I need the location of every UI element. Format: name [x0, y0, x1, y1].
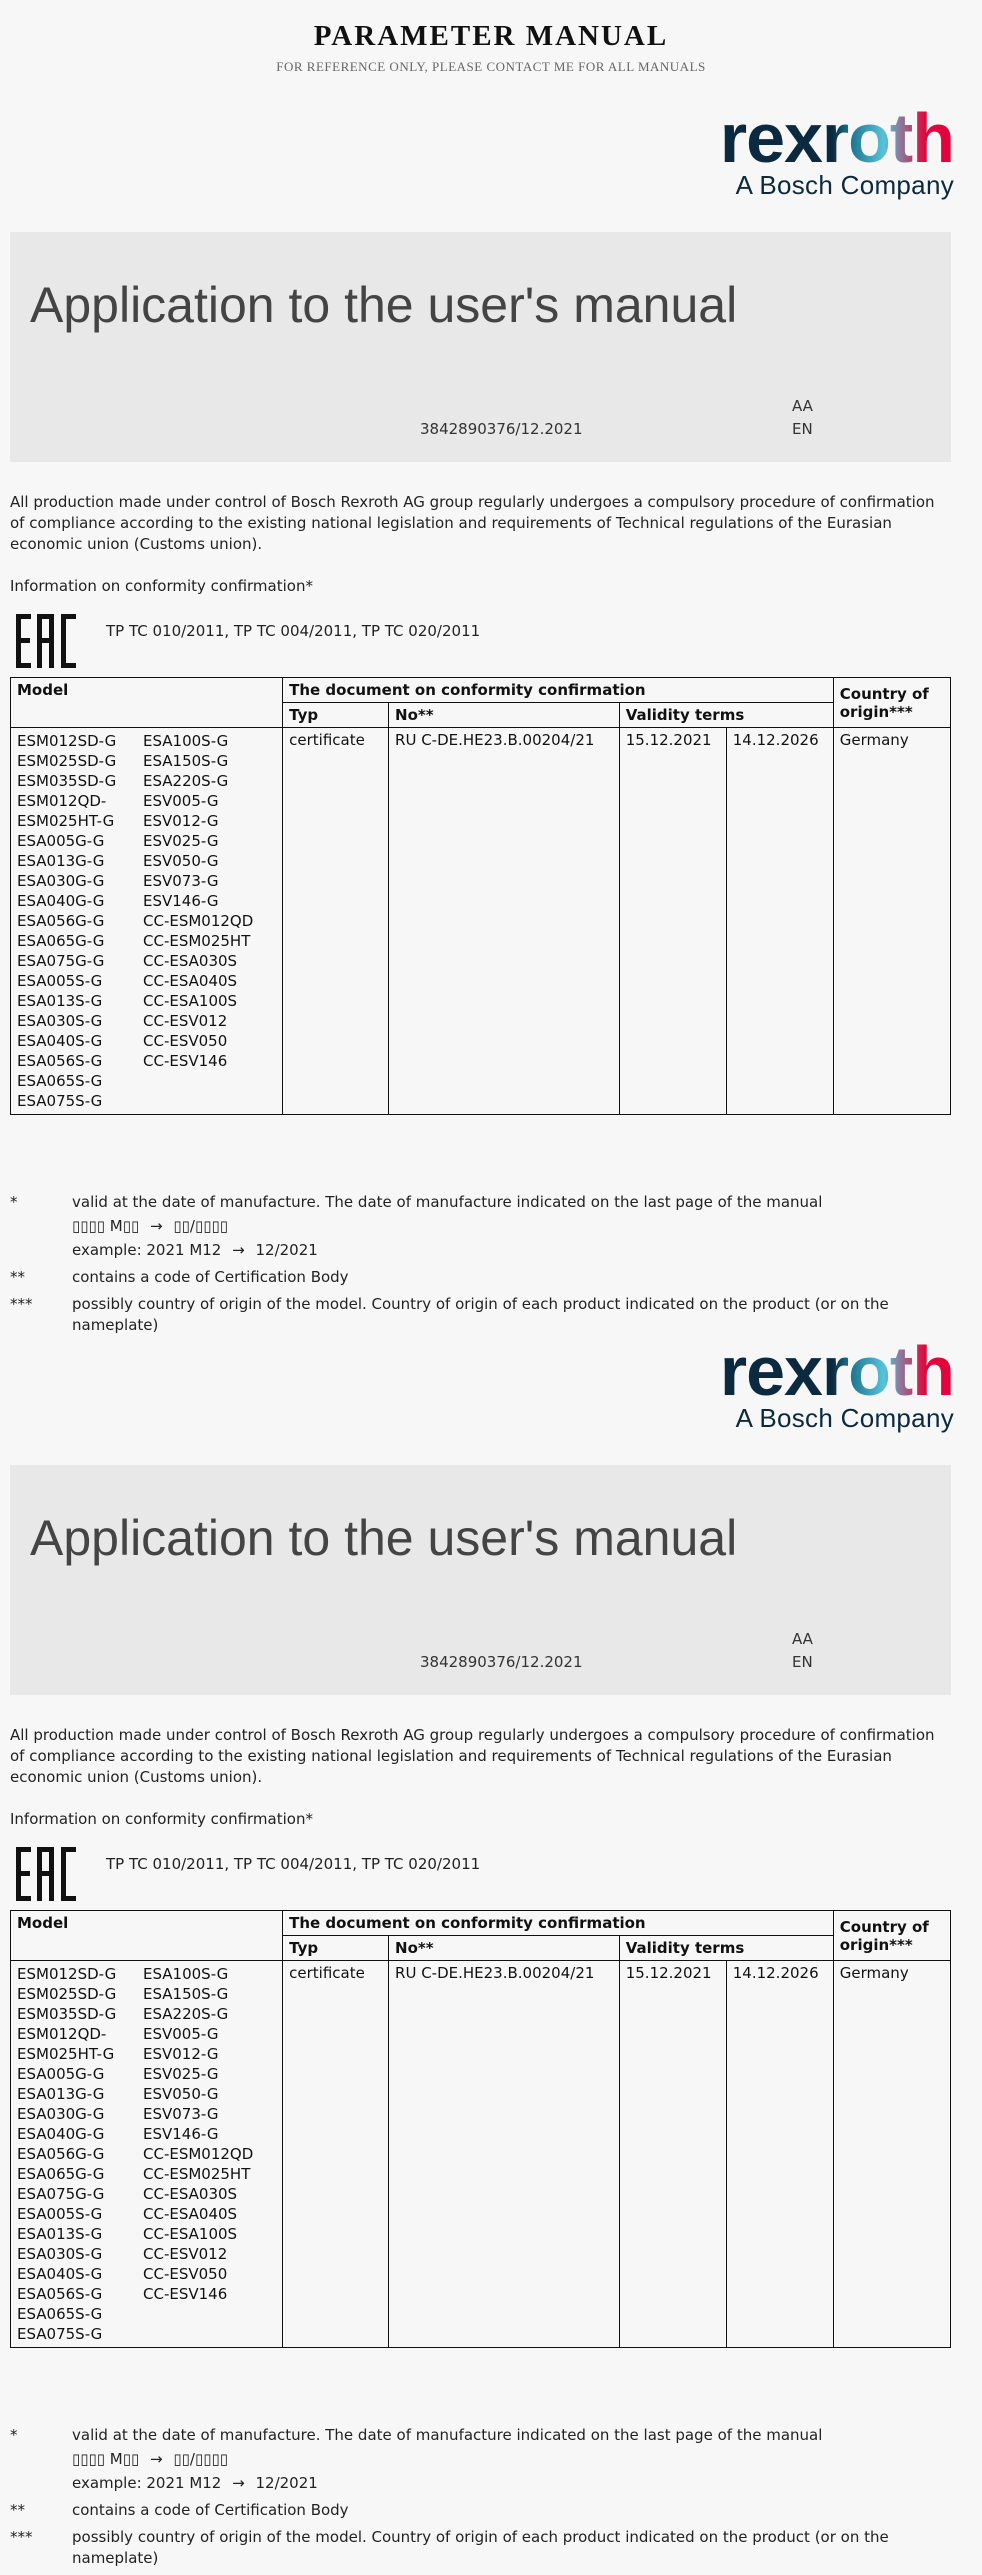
title-banner — [10, 232, 951, 462]
model-item: CC-ESA040S — [143, 2205, 238, 2223]
footnote-mark: *** — [10, 2528, 33, 2546]
model-item: ESA065G-G — [17, 2165, 105, 2183]
model-item: CC-ESA030S — [143, 952, 238, 970]
footnote-text: possibly country of origin of the model. Country of origin of each product indicated on the product (or on the nameplate) — [72, 1295, 889, 1334]
footnote-text: contains a code of Certification Body — [72, 1268, 349, 1286]
model-column-1 — [17, 731, 143, 1111]
application-section — [0, 82, 982, 1334]
model-item: ESA220S-G — [143, 772, 229, 790]
model-item: ESA075G-G — [17, 952, 105, 970]
document-header: The document on conformity confirmation — [283, 678, 834, 703]
model-item: ESV005-G — [143, 2025, 219, 2043]
model-item: ESM025HT-G — [17, 2045, 115, 2063]
model-item: ESA040G-G — [17, 892, 105, 910]
date-format-right: ▯▯/▯▯▯▯ — [173, 1217, 228, 1235]
document-header: The document on conformity confirmation — [283, 1911, 834, 1936]
model-item: ESM035SD-G — [17, 772, 117, 790]
footnote-1 — [10, 1192, 950, 1261]
date-example-left: example: 2021 M12 — [72, 2474, 222, 2492]
document-number: 3842890376/12.2021 — [420, 1653, 583, 1671]
banner-heading: Application to the user's manual — [30, 277, 738, 333]
model-item: ESA040G-G — [17, 2125, 105, 2143]
conformity-info-label: Information on conformity confirmation* — [10, 577, 313, 595]
model-item: CC-ESV146 — [143, 1052, 228, 1070]
conformity-table — [10, 1910, 951, 2348]
intro-paragraph: All production made under control of Bosch Rexroth AG group regularly undergoes a compulsory procedure of confirmation of compliance according to the existing national legislation and requirements of Technical regulations of the Eurasian economic union (Customs union). — [10, 1726, 935, 1786]
conformity-table — [10, 677, 951, 1115]
validity-header: Validity terms — [619, 703, 833, 728]
title-banner — [10, 1465, 951, 1695]
model-item: CC-ESV146 — [143, 2285, 228, 2303]
valid-from-cell: 15.12.2021 — [619, 728, 726, 1115]
model-item: ESA056S-G — [17, 2285, 103, 2303]
country-header: Country of origin*** — [833, 1911, 950, 1961]
application-section — [0, 1315, 982, 2567]
eac-mark-icon — [16, 1845, 76, 1903]
model-item: ESA013G-G — [17, 852, 105, 870]
model-item: CC-ESM012QD — [143, 2145, 254, 2163]
model-item: ESV050-G — [143, 852, 219, 870]
model-item: ESV146-G — [143, 892, 219, 910]
valid-from-cell: 15.12.2021 — [619, 1961, 726, 2348]
logo-wordmark: rexroth — [719, 99, 954, 177]
technical-regulations: TP TC 010/2011, TP TC 004/2011, TP TC 020/2011 — [106, 622, 481, 640]
model-item: CC-ESA030S — [143, 2185, 238, 2203]
footnote-mark: *** — [10, 1295, 33, 1313]
model-item: ESM012QD- — [17, 792, 107, 810]
footnote-mark: * — [10, 1193, 18, 1211]
model-item: ESA040S-G — [17, 1032, 103, 1050]
model-item: ESA005S-G — [17, 972, 103, 990]
number-header: No** — [389, 703, 620, 728]
model-item: ESA005G-G — [17, 2065, 105, 2083]
footnote-text: contains a code of Certification Body — [72, 2501, 349, 2519]
model-item: ESM012QD- — [17, 2025, 107, 2043]
model-column-1 — [17, 1964, 143, 2344]
date-example-left: example: 2021 M12 — [72, 1241, 222, 1259]
typ-header: Typ — [283, 703, 389, 728]
date-format-right: ▯▯/▯▯▯▯ — [173, 2450, 228, 2468]
model-item: ESV005-G — [143, 792, 219, 810]
arrow-icon: → — [232, 1241, 245, 1259]
model-item: ESV025-G — [143, 832, 219, 850]
model-item: ESA075S-G — [17, 2325, 103, 2343]
model-item: ESM035SD-G — [17, 2005, 117, 2023]
country-cell: Germany — [833, 728, 950, 1115]
model-item: ESA013S-G — [17, 2225, 103, 2243]
typ-header: Typ — [283, 1936, 389, 1961]
model-item: ESV025-G — [143, 2065, 219, 2083]
typ-cell: certificate — [283, 1961, 389, 2348]
model-item: ESV012-G — [143, 812, 219, 830]
country-header: Country of origin*** — [833, 678, 950, 728]
footnotes — [10, 2425, 950, 2575]
rexroth-logo — [694, 99, 954, 201]
model-item: CC-ESM012QD — [143, 912, 254, 930]
language-code: EN — [792, 1653, 813, 1671]
date-example-right: 12/2021 — [255, 1241, 318, 1259]
language-code: EN — [792, 420, 813, 438]
footnote-1 — [10, 2425, 950, 2494]
model-item: ESA100S-G — [143, 1965, 229, 1983]
model-item: ESA030S-G — [17, 2245, 103, 2263]
footnote-3 — [10, 2527, 950, 2569]
model-item: ESA005S-G — [17, 2205, 103, 2223]
model-header: Model — [11, 678, 283, 728]
model-item: ESM012SD-G — [17, 1965, 117, 1983]
model-item: ESM025SD-G — [17, 752, 117, 770]
date-example — [72, 1240, 950, 1261]
footnote-2 — [10, 2500, 950, 2521]
valid-to-cell: 14.12.2026 — [726, 728, 833, 1115]
model-item: ESM012SD-G — [17, 732, 117, 750]
model-item: CC-ESV050 — [143, 1032, 228, 1050]
footnote-text: valid at the date of manufacture. The date of manufacture indicated on the last page of the manual — [72, 2426, 823, 2444]
footnote-mark: ** — [10, 2501, 25, 2519]
footnote-2 — [10, 1267, 950, 1288]
edition-code: AA — [792, 397, 813, 415]
model-item: ESA030G-G — [17, 2105, 105, 2123]
valid-to-cell: 14.12.2026 — [726, 1961, 833, 2348]
model-item: ESA056S-G — [17, 1052, 103, 1070]
footnote-text: possibly country of origin of the model. Country of origin of each product indicated on the product (or on the nameplate) — [72, 2528, 889, 2567]
model-item: ESA220S-G — [143, 2005, 229, 2023]
model-item: ESA065S-G — [17, 1072, 103, 1090]
model-header: Model — [11, 1911, 283, 1961]
footnote-mark: * — [10, 2426, 18, 2444]
intro-paragraph: All production made under control of Bosch Rexroth AG group regularly undergoes a compulsory procedure of confirmation of compliance according to the existing national legislation and requirements of Technical regulations of the Eurasian economic union (Customs union). — [10, 493, 935, 553]
number-cell: RU C-DE.HE23.B.00204/21 — [389, 1961, 620, 2348]
logo-wordmark: rexroth — [719, 1332, 954, 1410]
model-column-2 — [143, 731, 269, 1111]
date-format-left: ▯▯▯▯ M▯▯ — [72, 2450, 140, 2468]
banner-heading: Application to the user's manual — [30, 1510, 738, 1566]
model-item: ESV073-G — [143, 2105, 219, 2123]
model-item: CC-ESM025HT — [143, 932, 251, 950]
model-item: ESA150S-G — [143, 1985, 229, 2003]
model-item: ESA040S-G — [17, 2265, 103, 2283]
model-item: ESA065S-G — [17, 2305, 103, 2323]
document-number: 3842890376/12.2021 — [420, 420, 583, 438]
rexroth-logo — [694, 1332, 954, 1434]
model-item: CC-ESM025HT — [143, 2165, 251, 2183]
date-example-right: 12/2021 — [255, 2474, 318, 2492]
model-item: CC-ESA040S — [143, 972, 238, 990]
model-list — [11, 728, 283, 1115]
model-item: ESA150S-G — [143, 752, 229, 770]
model-item: ESA100S-G — [143, 732, 229, 750]
model-item: ESM025SD-G — [17, 1985, 117, 2003]
model-item: ESV073-G — [143, 872, 219, 890]
arrow-icon: → — [150, 2450, 163, 2468]
arrow-icon: → — [150, 1217, 163, 1235]
model-list — [11, 1961, 283, 2348]
footnote-mark: ** — [10, 1268, 25, 1286]
model-item: CC-ESA100S — [143, 2225, 238, 2243]
model-item: ESA075G-G — [17, 2185, 105, 2203]
model-item: ESA030G-G — [17, 872, 105, 890]
number-header: No** — [389, 1936, 620, 1961]
country-cell: Germany — [833, 1961, 950, 2348]
model-item: ESA056G-G — [17, 912, 105, 930]
model-item: CC-ESA100S — [143, 992, 238, 1010]
model-item: ESA013G-G — [17, 2085, 105, 2103]
model-item: CC-ESV012 — [143, 2245, 228, 2263]
model-item: ESA005G-G — [17, 832, 105, 850]
typ-cell: certificate — [283, 728, 389, 1115]
model-item: ESA013S-G — [17, 992, 103, 1010]
model-column-2 — [143, 1964, 269, 2344]
logo-tagline: A Bosch Company — [735, 1403, 954, 1433]
edition-code: AA — [792, 1630, 813, 1648]
model-item: ESA056G-G — [17, 2145, 105, 2163]
footnote-text: valid at the date of manufacture. The date of manufacture indicated on the last page of the manual — [72, 1193, 823, 1211]
technical-regulations: TP TC 010/2011, TP TC 004/2011, TP TC 020/2011 — [106, 1855, 481, 1873]
model-item: ESA030S-G — [17, 1012, 103, 1030]
date-format — [72, 2449, 950, 2470]
model-item: ESM025HT-G — [17, 812, 115, 830]
validity-header: Validity terms — [619, 1936, 833, 1961]
model-item: ESV012-G — [143, 2045, 219, 2063]
model-item: ESA075S-G — [17, 1092, 103, 1110]
logo-tagline: A Bosch Company — [735, 170, 954, 200]
page-subtitle: FOR REFERENCE ONLY, PLEASE CONTACT ME FOR ALL MANUALS — [276, 59, 706, 74]
conformity-info-label: Information on conformity confirmation* — [10, 1810, 313, 1828]
arrow-icon: → — [232, 2474, 245, 2492]
number-cell: RU C-DE.HE23.B.00204/21 — [389, 728, 620, 1115]
eac-mark-icon — [16, 612, 76, 670]
model-item: ESA065G-G — [17, 932, 105, 950]
model-item: ESV146-G — [143, 2125, 219, 2143]
model-item: CC-ESV012 — [143, 1012, 228, 1030]
page-title: PARAMETER MANUAL — [313, 20, 669, 52]
page-header — [0, 0, 982, 82]
model-item: ESV050-G — [143, 2085, 219, 2103]
date-format — [72, 1216, 950, 1237]
model-item: CC-ESV050 — [143, 2265, 228, 2283]
date-example — [72, 2473, 950, 2494]
date-format-left: ▯▯▯▯ M▯▯ — [72, 1217, 140, 1235]
